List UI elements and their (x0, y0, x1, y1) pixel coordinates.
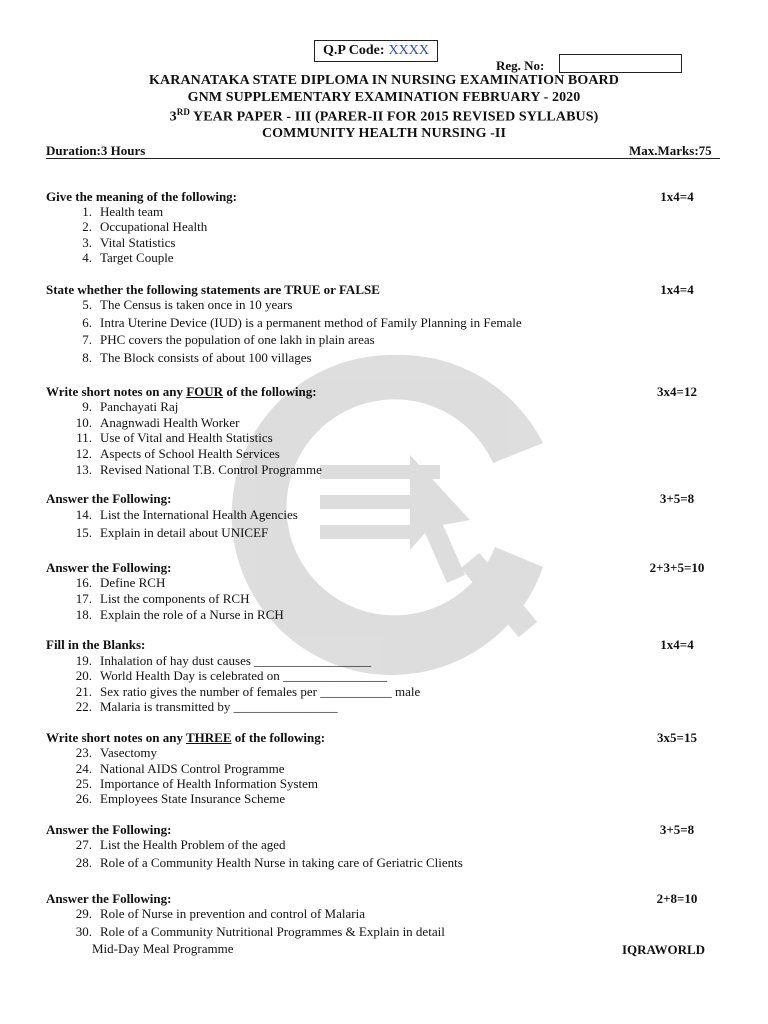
question-number: 4. (82, 250, 92, 265)
question-number: 29. (75, 906, 92, 921)
duration: Duration:3 Hours (46, 143, 146, 158)
question-text: The Block consists of about 100 villages (100, 350, 312, 365)
question-text: Target Couple (100, 250, 174, 265)
section-heading: Answer the Following: (46, 560, 172, 575)
question-number: 24. (75, 761, 92, 776)
question-number: 9. (82, 399, 92, 414)
question-number: 12. (75, 446, 92, 461)
question-number: 6. (82, 315, 92, 330)
question-number: 22. (75, 699, 92, 714)
section-marks: 3+5=8 (659, 491, 695, 506)
question-item (60, 653, 371, 669)
question-item (60, 924, 445, 940)
section-marks: 1x4=4 (660, 637, 694, 652)
section-heading: State whether the following statements are TRUE or FALSE (46, 282, 380, 297)
question-number: 20. (75, 668, 92, 683)
subject-title: COMMUNITY HEALTH NURSING -II (261, 126, 507, 141)
question-item (60, 607, 284, 623)
question-item (60, 745, 157, 761)
question-number: 19. (75, 653, 92, 668)
question-item (60, 415, 240, 431)
qp-code-box (314, 40, 438, 62)
question-item (60, 837, 286, 853)
section-heading: Fill in the Blanks: (46, 637, 146, 652)
question-text: Occupational Health (100, 219, 208, 234)
question-text: Panchayati Raj (100, 399, 179, 414)
section-marks: 2+8=10 (656, 891, 698, 906)
question-item (60, 315, 522, 331)
question-item (60, 776, 318, 792)
question-number: 2. (82, 219, 92, 234)
question-item (60, 446, 280, 462)
question-item (60, 235, 175, 251)
question-text: Role of Nurse in prevention and control of Malaria (100, 906, 365, 921)
question-text: Aspects of School Health Services (100, 446, 280, 461)
question-text: National AIDS Control Programme (100, 761, 285, 776)
question-item (60, 906, 365, 922)
section-heading: Answer the Following: (46, 822, 172, 837)
section-heading: Write short notes on any FOUR of the following: (46, 384, 317, 399)
question-number: 7. (82, 332, 92, 347)
section-heading: Answer the Following: (46, 891, 172, 906)
qp-code-label: Q.P Code: (323, 43, 385, 58)
question-text: List the components of RCH (100, 591, 250, 606)
question-text: Role of a Community Nutritional Programmes & Explain in detail (100, 924, 445, 939)
question-item (60, 462, 322, 478)
question-number: 16. (75, 575, 92, 590)
section-marks: 1x4=4 (660, 282, 694, 297)
question-item (60, 297, 292, 313)
question-item (60, 855, 463, 871)
question-text: Anagnwadi Health Worker (100, 415, 240, 430)
question-item (60, 219, 207, 235)
question-number: 8. (82, 350, 92, 365)
section-marks: 1x4=4 (660, 189, 694, 204)
question-text: Health team (100, 204, 164, 219)
question-number: 13. (75, 462, 92, 477)
question-number: 1. (82, 204, 92, 219)
question-number: 15. (75, 525, 92, 540)
section-marks: 3x5=15 (657, 730, 697, 745)
question-item (60, 204, 163, 220)
question-number: 23. (75, 745, 92, 760)
question-number: 28. (75, 855, 92, 870)
reg-no-label: Reg. No: (496, 58, 545, 73)
question-text: Use of Vital and Health Statistics (100, 430, 273, 445)
question-continuation: Mid-Day Meal Programme (92, 941, 234, 956)
question-number: 3. (82, 235, 92, 250)
paper-title: 3RD YEAR PAPER - III (PARER-II FOR 2015 REVISED SYLLABUS) (169, 107, 599, 125)
question-item (60, 575, 165, 591)
question-number: 18. (75, 607, 92, 622)
question-number: 10. (75, 415, 92, 430)
question-number: 30. (75, 924, 92, 939)
question-text: Role of a Community Health Nurse in taking care of Geriatric Clients (100, 855, 463, 870)
board-title: KARANATAKA STATE DIPLOMA IN NURSING EXAMINATION BOARD (149, 73, 619, 88)
question-text: PHC covers the population of one lakh in plain areas (100, 332, 375, 347)
question-number: 14. (75, 507, 92, 522)
question-number: 17. (75, 591, 92, 606)
question-text: Explain the role of a Nurse in RCH (100, 607, 284, 622)
question-number: 27. (75, 837, 92, 852)
question-number: 25. (75, 776, 92, 791)
header-divider (46, 158, 720, 159)
question-text: Intra Uterine Device (IUD) is a permanent method of Family Planning in Female (100, 315, 522, 330)
section-marks: 3x4=12 (657, 384, 697, 399)
question-text: World Health Day is celebrated on ________________ (100, 668, 388, 683)
question-item (60, 591, 250, 607)
question-number: 5. (82, 297, 92, 312)
question-text: List the Health Problem of the aged (100, 837, 286, 852)
question-number: 11. (76, 430, 92, 445)
question-text: Malaria is transmitted by ________________ (100, 699, 338, 714)
reg-no-field[interactable] (559, 54, 682, 73)
question-item (60, 761, 285, 777)
question-text: Vasectomy (100, 745, 158, 760)
question-item (60, 507, 298, 523)
section-marks: 3+5=8 (659, 822, 695, 837)
section-heading: Answer the Following: (46, 491, 172, 506)
footer-watermark-text: IQRAWORLD (622, 942, 706, 957)
question-item (60, 332, 375, 348)
section-marks: 2+3+5=10 (649, 560, 705, 575)
question-text: Employees State Insurance Scheme (100, 791, 286, 806)
question-text: Inhalation of hay dust causes __________________ (100, 653, 372, 668)
question-number: 26. (75, 791, 92, 806)
exam-title: GNM SUPPLEMENTARY EXAMINATION FEBRUARY - 2020 (187, 90, 581, 105)
question-item (60, 350, 312, 366)
question-text: List the International Health Agencies (100, 507, 298, 522)
question-item (60, 399, 178, 415)
question-item (60, 668, 387, 684)
question-item (60, 699, 338, 715)
qp-code-value: XXXX (388, 43, 429, 58)
question-item (60, 250, 174, 266)
question-item (60, 430, 273, 446)
max-marks: Max.Marks:75 (629, 143, 712, 158)
section-heading: Write short notes on any THREE of the following: (46, 730, 326, 745)
question-text: Explain in detail about UNICEF (100, 525, 269, 540)
question-item (60, 525, 268, 541)
question-number: 21. (75, 684, 92, 699)
question-item (60, 684, 420, 700)
question-item (60, 791, 285, 807)
question-text: Define RCH (100, 575, 166, 590)
question-text: Revised National T.B. Control Programme (100, 462, 322, 477)
question-text: Importance of Health Information System (100, 776, 319, 791)
question-text: The Census is taken once in 10 years (100, 297, 293, 312)
question-text: Vital Statistics (100, 235, 176, 250)
section-heading: Give the meaning of the following: (46, 189, 238, 204)
question-text: Sex ratio gives the number of females per ___________ male (100, 684, 421, 699)
